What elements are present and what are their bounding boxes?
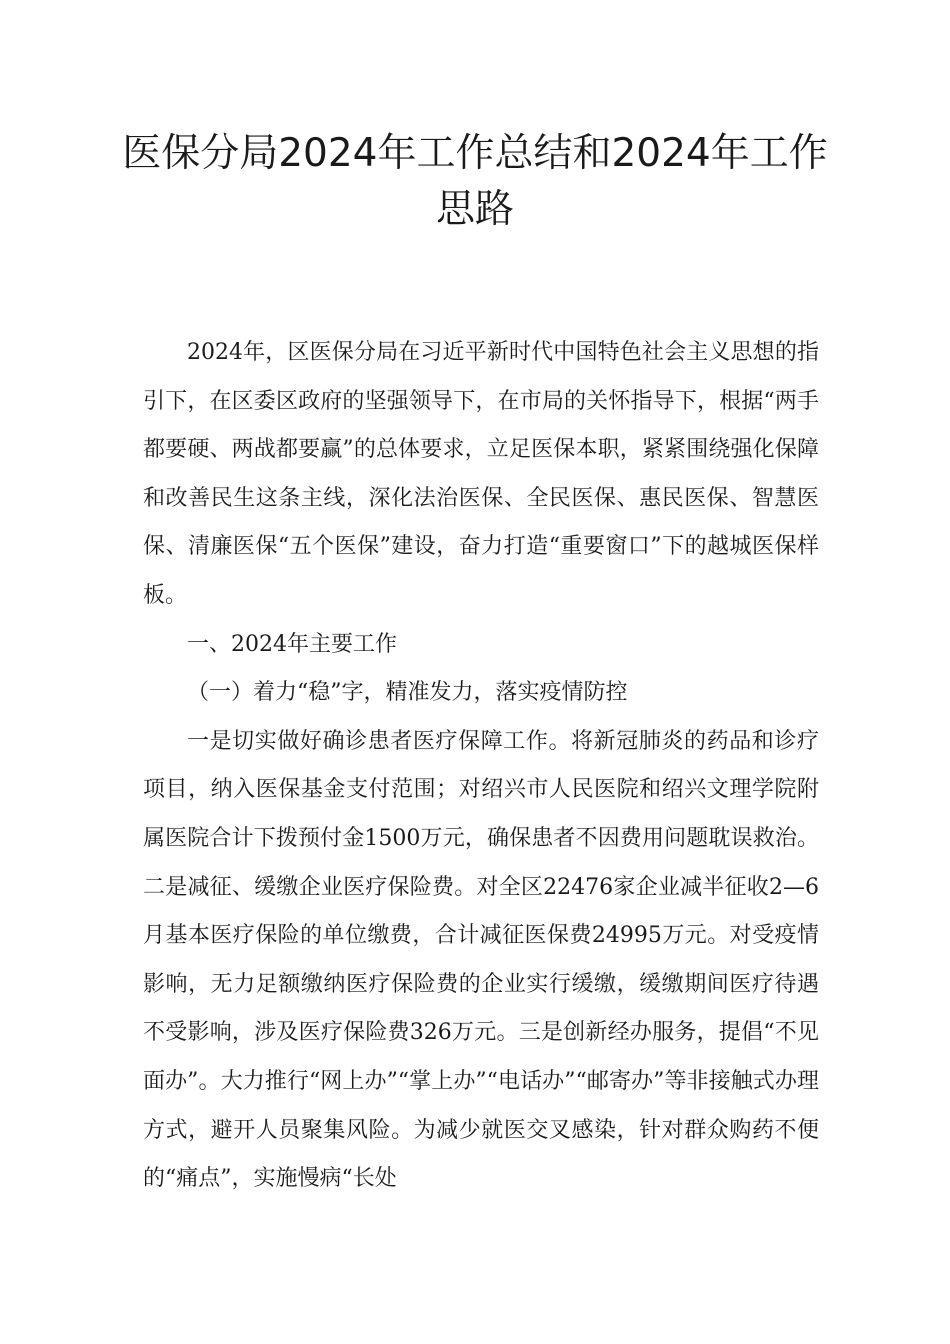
section-heading: 一、2024年主要工作 [187,631,397,657]
subsection-heading: （一）着力“稳”字，精准发力，落实疫情防控 [187,680,628,706]
document-body [143,329,819,1204]
paragraph-content: 一是切实做好确诊患者医疗保障工作。将新冠肺炎的药品和诊疗项目，纳入医保基金支付范围；对绍兴市人民医院和绍兴文理学院附属医院合计下拨预付金1500万元，确保患者不因费用问题耽误救治。二是减征、缓缴企业医疗保险费。对全区22476家企业减半征收2—6月基本医疗保险的单位缴费，合计减征医保费24995万元。对受疫情影响，无力足额缴纳医疗保险费的企业实行缓缴，缓缴期间医疗待遇不受影响，涉及医疗保险费326万元。三是创新经办服务，提倡“不见面办”。大力推行“网上办”“掌上办”“电话办”“邮寄办”等非接触式办理方式，避开人员聚集风险。为减少就医交叉感染，针对群众购药不便的“痛点”，实施慢病“长处 [143,728,819,1192]
paragraph-intro: 2024年，区医保分局在习近平新时代中国特色社会主义思想的指引下，在区委区政府的坚强领导下，在市局的关怀指导下，根据“两手都要硬、两战都要赢”的总体要求，立足医保本职，紧紧围绕强化保障和改善民生这条主线，深化法治医保、全民医保、惠民医保、智慧医保、清廉医保“五个医保”建设，奋力打造“重要窗口”下的越城医保样板。 [143,340,819,608]
document-title: 医保分局2024年工作总结和2024年工作思路 [122,131,828,232]
